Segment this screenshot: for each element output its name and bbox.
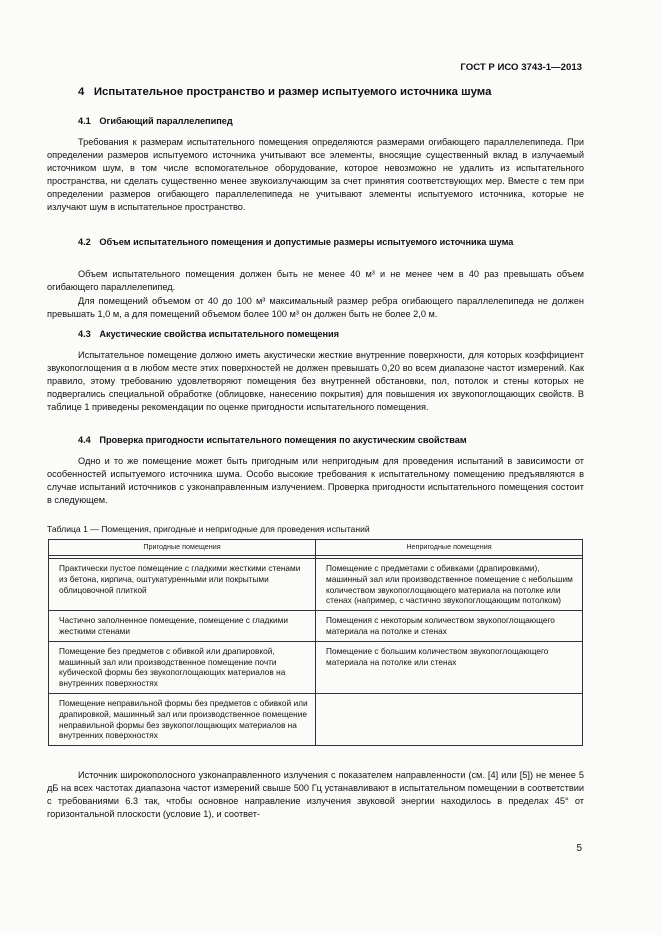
document-id: ГОСТ Р ИСО 3743-1—2013 [460,62,582,73]
table-cell [316,693,583,745]
table-caption: Таблица 1 — Помещения, пригодные и непригодные для проведения испытаний [47,524,370,534]
table-cell: Помещения с некоторым количеством звукопоглощающего материала на потолке и стенах [316,611,583,642]
subsection-heading-4-3 [78,329,339,339]
subsection-heading-4-2 [47,236,582,250]
paragraph-4-4: Одно и то же помещение может быть пригодным или непригодным для проведения испытаний в зависимости от особенностей испытуемого источника шума. Особо высокие требования к испытательному помещению предъявляются в случае испытаний источников с узконаправленным излучением. Проверка пригодности испытательного помещения состоит в следующем. [47,456,584,506]
paragraph-4-2-b: Для помещений объемом от 40 до 100 м³ максимальный размер ребра огибающего параллелепипеда не должен превышать 1,0 м, а для помещений объемом более 100 м³ он должен быть не более 2,0 м. [47,296,584,320]
rooms-table [48,539,583,746]
table-cell: Практически пустое помещение с гладкими жесткими стенами из бетона, кирпича, оштукатуренными или покрытыми облицовочной плиткой [49,559,316,611]
section-number: 4 [78,86,85,98]
subsection-title: Проверка пригодности испытательного помещения по акустическим свойствам [99,435,467,445]
subsection-title: Акустические свойства испытательного помещения [99,329,340,339]
table-row [49,611,583,642]
table-row [49,641,583,693]
subsection-title: Объем испытательного помещения и допустимые размеры испытуемого источника шума [99,237,514,247]
subsection-heading-4-4 [78,435,467,445]
table-cell: Помещение с большим количеством звукопоглощающего материала на потолке или стенах [316,641,583,693]
paragraph-4-2-a: Объем испытательного помещения должен быть не менее 40 м³ и не менее чем в 40 раз превышать объем огибающего параллелепипед. [47,269,584,293]
section-heading [78,86,491,98]
table-cell: Помещение без предметов с обивкой или драпировкой, машинный зал или производственное помещение почти кубической формы без звукопоглощающих материалов на внутренних поверхностях [49,641,316,693]
subsection-number: 4.1 [78,116,91,126]
table-cell: Помещение неправильной формы без предметов с обивкой или драпировкой, машинный зал или производственное помещение неправильной формы без звукопоглощающих материалов на внутренних поверхностях [49,693,316,745]
table-row [49,559,583,611]
table-header-row [49,540,583,556]
paragraph-4-1: Требования к размерам испытательного помещения определяются размерами огибающего параллелепипеда. При определении размеров испытуемого источника учитывают все элементы, вносящие существенный вклад в излучаемый источником шум, в том числе вспомогательное оборудование, которое невозможно не удалить из испытательного пространства, ни сделать существенно менее звукоизлучающим за счет принятия соответствующих мер. Вместе с тем при определении размеров огибающего параллелепипеда не учитывают элементы испытуемого источника, которые не излучают шум в испытательное пространство. [47,137,584,213]
table-header-cell: Непригодные помещения [316,540,583,556]
table-row [49,693,583,745]
table-header-cell: Пригодные помещения [49,540,316,556]
subsection-title: Огибающий параллелепипед [99,116,233,126]
section-title: Испытательное пространство и размер испытуемого источника шума [93,86,492,98]
page-number: 5 [576,843,582,854]
subsection-number: 4.4 [78,435,91,445]
subsection-heading-4-1 [78,116,233,126]
table-cell: Помещение с предметами с обивками (драпировками), машинный зал или производственное помещение с небольшим количеством звукопоглощающего материала на потолке или стенах (например, с частично звукопоглощающим потолком) [316,559,583,611]
closing-paragraph: Источник широкополосного узконаправленного излучения с показателем направленности (см. [4] или [5]) не менее 5 дБ на всех частотах диапазона частот измерений свыше 500 Гц устанавливают в испытательном помещении в соответствии с требованиями 6.3 так, чтобы основное направление излучения звуковой энергии находилось в пределах 45° от горизонтальной плоскости (условие 1), и соответ- [47,770,584,820]
paragraph-4-3: Испытательное помещение должно иметь акустически жесткие внутренние поверхности, для которых коэффициент звукопоглощения α в любом месте этих поверхностей не должен превышать 0,20 во всем диапазоне частот измерений. Как правило, этому требованию удовлетворяют помещения без внутренней обстановки, пол, потолок и стены которых не подвергались специальной обработке (облицовке, нанесению покрытия) для повышения их звукопоглощающих свойств. В таблице 1 приведены рекомендации по оценке пригодности испытательного помещения. [47,350,584,413]
subsection-number: 4.2 [78,237,91,247]
subsection-number: 4.3 [78,329,91,339]
table-cell: Частично заполненное помещение, помещение с гладкими жесткими стенами [49,611,316,642]
